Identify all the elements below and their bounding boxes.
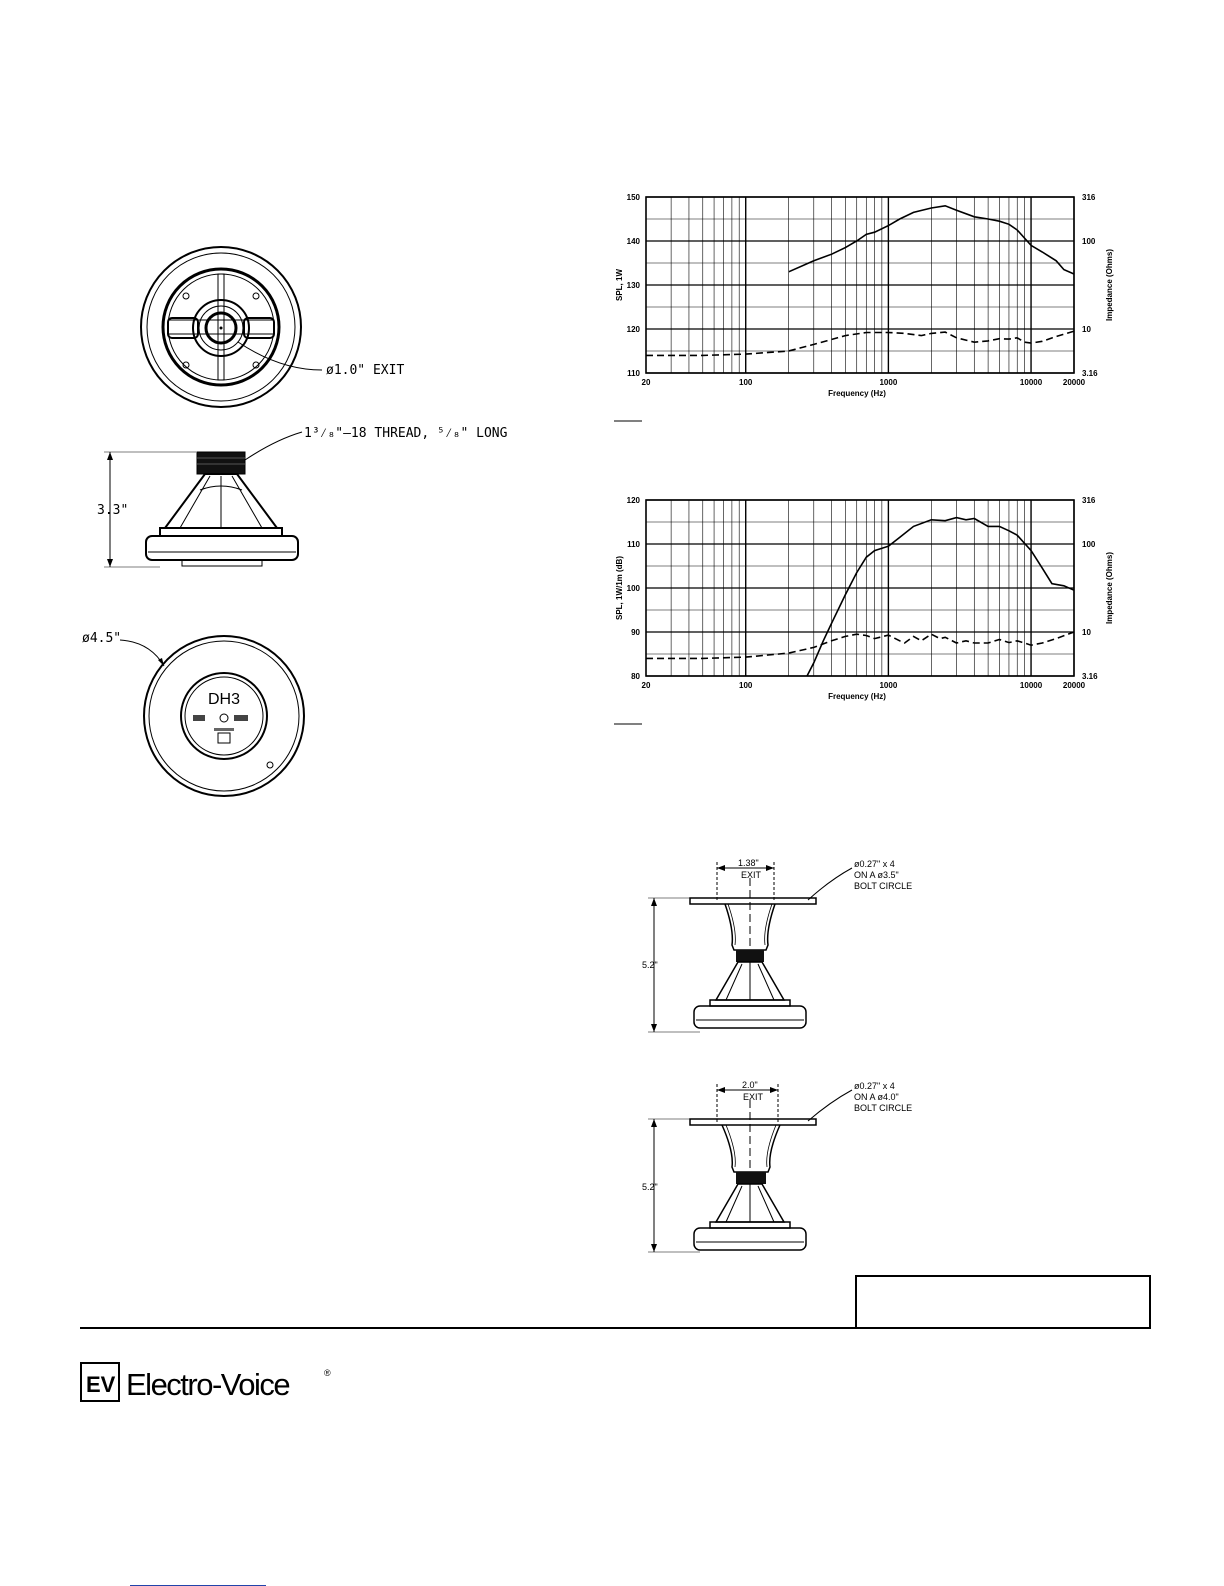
y-tick-label: 140 [626, 237, 640, 246]
y-tick-label: 80 [631, 672, 640, 681]
x-tick-label: 10000 [1019, 681, 1043, 690]
bolt-line-1-2: ON A ø3.5" [854, 870, 899, 880]
bolt-line-1-3: BOLT CIRCLE [854, 881, 913, 891]
note-box [855, 1275, 1151, 1329]
y-tick-label: 110 [627, 540, 640, 549]
exit-word-2: EXIT [743, 1092, 764, 1102]
horn-adapter-drawing-2 [630, 1072, 970, 1272]
height-label: 3.3" [97, 503, 129, 518]
exit-word-1: EXIT [741, 870, 762, 880]
side-view-drawing [0, 420, 508, 600]
chart-grid [646, 500, 1074, 676]
diameter-label: ø4.5" [82, 631, 122, 646]
y2-tick-label: 316 [1082, 193, 1096, 202]
spl-response-curve [803, 518, 1075, 685]
model-label: DH3 [208, 691, 241, 708]
rear-label-block [234, 715, 248, 721]
y2-tick-label: 3.16 [1082, 369, 1098, 378]
bolt-line-2-3: BOLT CIRCLE [854, 1103, 913, 1113]
y-tick-label: 100 [626, 584, 640, 593]
x-tick-label: 20 [641, 681, 651, 690]
y2-axis-label: Impedance (Ohms) [1105, 551, 1114, 625]
y-tick-label: 110 [627, 369, 640, 378]
bolt-line-1-1: ø0.27" x 4 [854, 859, 895, 869]
x-tick-label: 1000 [879, 378, 898, 387]
y-axis-label: SPL, 1W [615, 268, 624, 302]
x-tick-label: 20000 [1062, 681, 1086, 690]
y2-tick-label: 316 [1082, 496, 1096, 505]
exit-label: ø1.0" EXIT [326, 363, 405, 378]
x-tick-label: 100 [739, 378, 753, 387]
exit-dim-label-2: 2.0" [742, 1080, 758, 1090]
y-tick-label: 120 [626, 496, 640, 505]
bolt-line-2-2: ON A ø4.0" [854, 1092, 899, 1102]
front-view-drawing [0, 0, 480, 420]
y-tick-label: 120 [626, 325, 640, 334]
horn-adapter-drawing-1 [630, 850, 970, 1060]
footer-separator [80, 1327, 1150, 1329]
rear-label-block [193, 715, 205, 721]
x-tick-label: 10000 [1019, 378, 1043, 387]
x-tick-label: 20 [641, 378, 651, 387]
y-tick-label: 150 [626, 193, 640, 202]
brand-name: Electro-Voice [126, 1367, 290, 1402]
frequency-response-chart-2 [600, 488, 1160, 728]
x-tick-label: 1000 [879, 681, 898, 690]
y2-axis-label: Impedance (Ohms) [1105, 248, 1114, 322]
logo-mark: EV [86, 1372, 116, 1397]
rear-label-line [214, 728, 234, 731]
y2-tick-label: 10 [1082, 325, 1091, 334]
y-axis-label: SPL, 1W/1m (dB) [615, 555, 624, 621]
height-label-2: 5.2" [642, 1182, 658, 1192]
chart-grid [646, 197, 1074, 373]
ev-mark-icon [218, 733, 230, 743]
bolt-line-2-1: ø0.27" x 4 [854, 1081, 895, 1091]
electro-voice-logo [80, 1362, 340, 1408]
registered-mark-icon: ® [324, 1368, 331, 1378]
x-axis-label: Frequency (Hz) [828, 389, 886, 398]
y-tick-label: 90 [631, 628, 640, 637]
exit-dim-label-1: 1.38" [738, 858, 759, 868]
rear-view-drawing [0, 620, 480, 840]
impedance-curve [646, 331, 1074, 355]
y2-tick-label: 100 [1082, 237, 1096, 246]
y2-tick-label: 3.16 [1082, 672, 1098, 681]
x-tick-label: 100 [739, 681, 753, 690]
y2-tick-label: 100 [1082, 540, 1096, 549]
y-tick-label: 130 [626, 281, 640, 290]
height-label-1: 5.2" [642, 960, 658, 970]
y2-tick-label: 10 [1082, 628, 1091, 637]
x-axis-label: Frequency (Hz) [828, 692, 886, 701]
x-tick-label: 20000 [1062, 378, 1086, 387]
impedance-curve [646, 632, 1074, 658]
frequency-response-chart-1 [600, 185, 1160, 425]
logo-star-icon [220, 714, 228, 722]
thread-label: 1³⁄₈"–18 THREAD, ⁵⁄₈" LONG [304, 426, 508, 441]
